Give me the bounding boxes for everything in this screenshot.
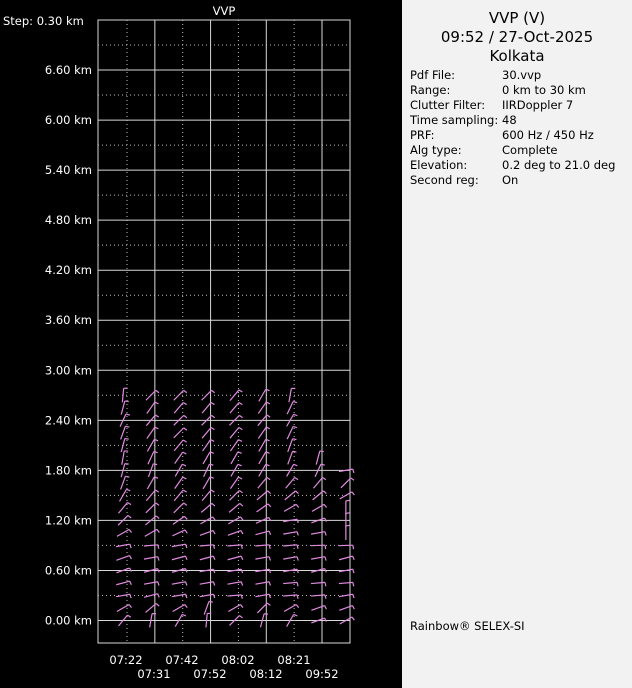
wind-barb-flag [240,503,243,506]
wind-barb-flag [269,594,270,598]
wind-barb-flag [296,491,299,494]
wind-barb-flag [293,451,297,452]
wind-barb-shaft [228,556,242,560]
wind-barb-flag [294,614,298,615]
info-panel [402,0,632,688]
wind-barb-shaft [172,594,186,596]
wind-barb-flag [130,556,132,560]
info-value: 48 [502,113,517,127]
wind-barb-flag [183,452,187,454]
wind-barb-shaft [255,545,269,546]
wind-barb-flag [323,491,326,494]
wind-barb-flag [267,415,270,417]
wind-barb-shaft [316,451,320,465]
wind-barb-flag [158,569,160,573]
wind-barb-shaft [175,477,183,488]
wind-barb-shaft [204,601,209,614]
info-key: Time sampling: [410,113,499,127]
wind-barb-flag [127,615,130,617]
wind-barb-shaft [286,478,295,489]
wind-barb-shaft [229,503,240,512]
wind-barb-flag [268,504,271,507]
wind-barb-flag [158,557,159,561]
wind-barb-shaft [255,557,269,559]
wind-barb-shaft [200,531,213,536]
wind-barb-flag [295,478,298,480]
wind-barb-shaft [287,401,293,414]
info-key: Elevation: [410,158,468,172]
wind-barb-flag [184,516,187,519]
wind-barb-flag [153,464,157,465]
wind-barb-shaft [339,582,353,583]
wind-barb-flag [269,531,271,535]
wind-barb-flag [213,582,214,586]
wind-barb-flag [239,616,242,618]
wind-barb-shaft [259,439,266,451]
wind-barb-flag [213,569,214,573]
x-tick-label: 07:22 [109,653,143,667]
wind-barb-shaft [228,531,241,536]
wind-barb-shaft [311,557,325,559]
info-key: Clutter Filter: [410,98,486,112]
wind-barb-flag [325,569,327,573]
wind-barb-flag [184,415,187,417]
wind-barb-shaft [172,544,186,546]
wind-barb-flag [240,517,242,520]
wind-barb-flag [155,427,159,429]
wind-barb-shaft [287,426,293,439]
wind-barb-shaft [203,477,210,489]
wind-barb-flag [156,516,159,519]
wind-barb-flag [239,490,242,492]
wind-barb-flag [183,490,186,492]
wind-barb-shaft [258,427,266,438]
wind-barb-flag [353,594,354,598]
wind-barb-flag [352,606,354,610]
wind-barb-flag [212,503,215,506]
wind-barb-shaft [341,478,351,488]
wind-barb-shaft [116,556,129,561]
x-tick-label: 07:52 [193,667,227,681]
wind-barb-shaft [206,614,207,628]
wind-barb-shaft [202,402,211,413]
y-tick-label: 2.40 km [44,413,92,428]
wind-barb-flag [155,402,159,404]
wind-barb-flag [268,491,271,494]
wind-barb-shaft [148,452,154,465]
wind-barb-shaft [172,582,186,584]
wind-barb-flag [267,603,270,605]
wind-barb-flag [297,519,298,523]
wind-barb-flag [239,402,242,404]
info-value: On [502,173,519,187]
wind-barb-shaft [230,440,238,451]
wind-barb-shaft [121,476,126,489]
wind-barb-shaft [144,582,158,584]
wind-barb-shaft [255,594,269,596]
wind-barb-flag [186,582,187,586]
wind-barb-flag [183,440,186,442]
wind-barb-shaft [144,545,158,546]
wind-barb-flag [211,490,214,492]
chart-title: VVP [212,4,236,18]
wind-barb-flag [184,503,187,505]
plot-frame [98,20,350,643]
y-tick-label: 6.00 km [44,113,92,128]
wind-barb-flag [156,503,159,505]
wind-barb-flag [239,415,242,417]
wind-barb-shaft [174,440,183,451]
wind-barb-flag [325,582,326,586]
wind-barb-shaft [288,451,293,464]
wind-barb-flag [213,517,215,520]
wind-barb-shaft [230,477,238,488]
wind-barb-flag [353,582,354,586]
wind-barb-shaft [259,389,266,401]
wind-barb-flag [130,594,131,598]
wind-barb-shaft [288,439,293,452]
wind-barb-shaft [311,582,325,583]
wind-barb-flag [129,529,131,532]
wind-barb-flag [213,531,215,535]
wind-barb-flag [240,604,242,607]
datetime-label: 09:52 / 27-Oct-2025 [440,28,594,46]
wind-barb-shaft [122,451,124,465]
wind-barb-flag [297,595,298,599]
wind-barb-flag [353,556,355,560]
wind-barb-flag [185,556,187,560]
wind-barb-flag [157,529,159,532]
wind-barb-shaft [283,582,297,583]
wind-barb-flag [241,582,242,586]
step-label: Step: 0.30 km [3,14,84,28]
wind-barb-flag [130,544,131,548]
info-key: Alg type: [410,143,462,157]
wind-barb-shaft [174,402,183,413]
wind-barb-shaft [147,402,155,413]
wind-barb-flag [266,427,270,429]
wind-barb-flag [125,426,129,427]
wind-barb-shaft [230,402,239,413]
wind-barb-flag [211,427,214,429]
wind-barb-flag [185,530,187,533]
wind-barb-shaft [174,490,183,501]
wind-barb-shaft [227,595,241,596]
y-tick-label: 1.80 km [44,463,92,478]
location-label: Kolkata [489,47,545,65]
wind-barb-shaft [258,478,267,489]
y-tick-label: 3.00 km [44,363,92,378]
wind-barb-flag [129,604,131,607]
wind-barb-flag [293,426,297,427]
info-key: PRF: [410,128,435,142]
x-tick-label: 08:02 [221,653,255,667]
wind-barb-flag [325,532,326,536]
wind-barb-shaft [121,426,126,439]
wind-barb-flag [294,464,298,465]
wind-barb-shaft [283,557,297,559]
wind-barb-flag [353,545,354,549]
wind-barb-shaft [174,428,184,438]
wind-barb-flag [296,504,298,507]
wind-barb-shaft [230,427,239,438]
wind-barb-shaft [147,477,154,489]
wind-barb-flag [293,401,297,402]
wind-barb-shaft [311,532,325,534]
wind-barb-shaft [284,504,296,511]
wind-barb-flag [325,618,327,622]
info-value: 600 Hz / 450 Hz [502,128,594,142]
wind-barb-shaft [284,604,296,611]
wind-barb-shaft [257,603,267,613]
wind-barb-flag [239,390,242,392]
wind-barb-shaft [227,545,241,546]
wind-barb-flag [325,595,326,599]
wind-barb-shaft [283,595,297,596]
wind-barb-shaft [120,489,127,501]
wind-barb-flag [209,601,213,602]
wind-barb-shaft [228,604,240,611]
info-value: 0.2 deg to 21.0 deg [502,158,616,172]
wind-barb-shaft [174,503,184,513]
wind-barb-flag [211,440,215,442]
wind-barb-shaft [173,604,185,611]
wind-barb-shaft [200,545,214,546]
wind-barb-flag [156,603,159,606]
y-tick-label: 4.20 km [44,263,92,278]
wind-barb-flag [212,415,215,417]
wind-barb-flag [269,557,270,561]
product-title: VVP (V) [488,9,546,27]
x-tick-label: 07:42 [165,653,199,667]
wind-barb-flag [325,518,327,522]
wind-barb-shaft [258,402,266,413]
wind-barb-shaft [283,532,297,534]
wind-barb-flag [185,604,187,607]
wind-barb-shaft [200,582,214,584]
wind-barb-flag [184,390,187,392]
wind-barb-shaft [172,556,186,560]
info-value: 0 km to 30 km [502,83,586,97]
wind-barb-shaft [203,440,211,451]
wind-barb-flag [297,582,298,586]
wind-barb-flag [185,569,187,573]
wind-barb-flag [130,581,132,585]
x-tick-label: 09:52 [305,667,339,681]
info-key: Pdf File: [410,68,456,82]
x-tick-label: 08:12 [249,667,283,681]
wind-barb-shaft [121,401,125,415]
wind-barb-shaft [146,503,156,513]
wind-barb-shaft [228,582,242,584]
wind-barb-flag [186,544,187,548]
wind-barb-flag [325,606,327,610]
wind-barb-flag [269,569,270,573]
wind-barb-flag [266,402,270,404]
wind-barb-flag [297,532,298,536]
wind-barb-shaft [119,503,128,514]
info-value: Complete [502,143,558,157]
wind-barb-shaft [230,390,239,401]
y-tick-label: 3.60 km [44,313,92,328]
wind-barb-flag [238,452,242,453]
wind-barb-flag [130,568,132,572]
wind-barb-flag [296,604,298,607]
wind-barb-flag [325,545,326,549]
vendor-footer: Rainbow® SELEX-SI [410,619,525,633]
wind-barb-flag [127,489,131,490]
wind-barb-shaft [314,478,323,489]
wind-barb-flag [182,464,186,465]
y-tick-label: 0.00 km [44,613,92,628]
wind-barb-flag [128,515,131,517]
wind-barb-flag [212,390,215,392]
y-tick-label: 6.60 km [44,63,92,78]
wind-barb-flag [238,464,242,465]
wind-barb-flag [352,492,354,495]
wind-barb-shaft [203,452,210,464]
wind-barb-shaft [122,388,123,402]
info-value: IIRDoppler 7 [502,98,574,112]
wind-barb-flag [353,469,354,473]
wind-barb-flag [241,531,243,535]
wind-barb-flag [325,557,326,561]
wind-barb-shaft [311,606,324,611]
wind-barb-flag [158,582,159,586]
wind-barb-shaft [200,556,214,560]
wind-barb-shaft [339,594,353,596]
wind-barb-flag [297,545,298,549]
wind-barb-flag [183,477,187,479]
wind-barb-flag [238,440,242,442]
wind-barb-flag [293,439,297,440]
wind-barb-flag [155,490,158,492]
wind-barb-flag [241,556,243,560]
info-value: 30.vvp [502,68,542,82]
y-tick-label: 4.80 km [44,213,92,228]
info-key: Second reg: [410,173,479,187]
wind-barb-shaft [259,452,266,464]
wind-barb-flag [126,414,130,415]
x-tick-label: 08:21 [277,653,311,667]
wind-barb-shaft [147,439,154,451]
wind-barb-flag [186,594,187,598]
wind-barb-flag [158,594,160,598]
wind-barb-flag [352,617,354,620]
wind-barb-flag [297,557,298,561]
wind-barb-flag [269,582,270,586]
wind-barb-flag [156,390,159,392]
wind-barb-flag [294,414,298,415]
y-tick-label: 1.20 km [44,513,92,528]
wind-barb-flag [322,478,325,480]
wind-barb-flag [239,427,242,429]
wind-barb-flag [211,402,214,404]
wind-barb-flag [351,478,354,480]
wind-barb-shaft [202,490,211,501]
wind-barb-flag [125,476,129,477]
wind-barb-flag [324,504,326,507]
wind-barb-flag [213,556,215,560]
wind-barb-shaft [144,557,158,559]
wind-barb-shaft [283,545,297,546]
wind-barb-flag [213,594,214,598]
wind-barb-shaft [231,452,238,464]
wind-barb-flag [155,415,158,417]
wind-barb-shaft [256,531,270,535]
wind-barb-flag [267,478,270,480]
wind-barb-shaft [255,582,269,584]
wind-barb-shaft [147,427,155,438]
wind-barb-flag [183,402,186,404]
wind-barb-shaft [116,581,130,585]
wind-barb-flag [353,569,354,573]
wind-barb-flag [241,569,242,573]
wind-barb-flag [184,428,187,430]
wind-barb-shaft [202,427,211,438]
wind-barb-shaft [121,439,125,453]
wind-barb-flag [238,477,242,479]
wind-barb-flag [297,569,298,573]
info-key: Range: [410,83,451,97]
wind-barb-shaft [339,556,353,560]
y-tick-label: 5.40 km [44,163,92,178]
wind-barb-shaft [175,452,183,463]
wind-barb-flag [346,500,350,501]
y-tick-label: 0.60 km [44,563,92,578]
x-tick-label: 07:31 [137,667,171,681]
wind-barb-flag [127,503,130,505]
wind-barb-flag [182,614,186,615]
wind-barb-shaft [200,594,214,596]
wind-barb-shaft [117,604,129,611]
